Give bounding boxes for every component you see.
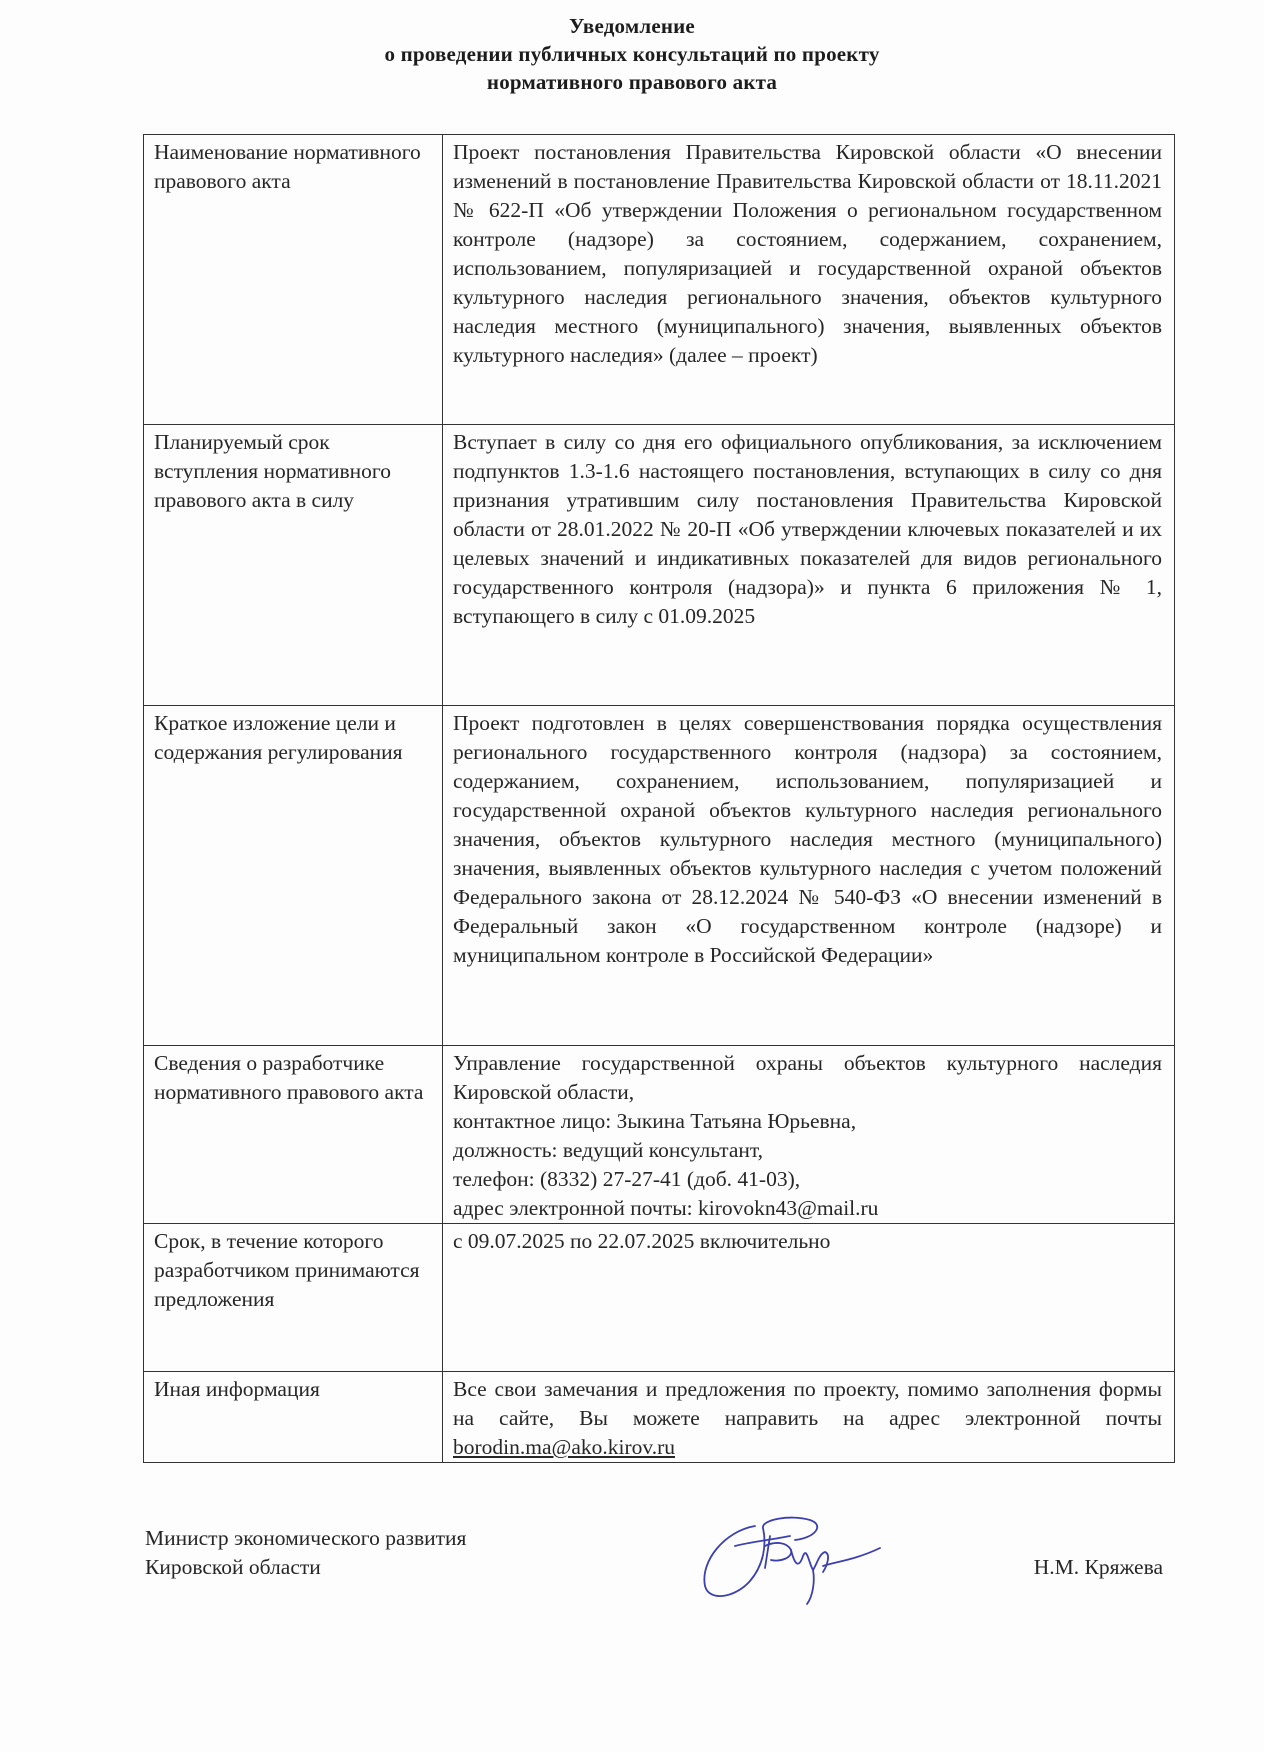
developer-phone: телефон: (8332) 27-27-41 (доб. 41-03), (453, 1167, 801, 1191)
row-label-act-name: Наименование нормативного правового акта (144, 135, 443, 425)
developer-email: адрес электронной почты: kirovokn43@mail.ru (453, 1196, 879, 1220)
signatory-position (145, 1524, 466, 1582)
handwritten-signature (695, 1506, 895, 1606)
title-line-3: нормативного правового акта (486, 70, 778, 94)
row-value-summary: Проект подготовлен в целях совершенствования порядка осуществления регионального государственного контроля (надзора) за состоянием, содержанием, сохранением, использованием, популяризацией и государственной охраной объектов культурного наследия регионального значения, объектов культурного наследия местного (муниципального) значения, выявленных объектов культурного наследия с учетом положений Федерального закона от 28.12.2024 № 540-ФЗ «О внесении изменений в Федеральный закон «О государственном контроле (надзоре) и муниципальном контроле в Российской Федерации» (443, 706, 1175, 1046)
position-line-1: Министр экономического развития (145, 1526, 467, 1550)
signatory-name: Н.М. Кряжева (1033, 1555, 1163, 1579)
table-row (144, 1046, 1175, 1224)
developer-contact: контактное лицо: Зыкина Татьяна Юрьевна, (453, 1109, 857, 1133)
row-value-other-info (443, 1372, 1175, 1463)
info-table (143, 134, 1175, 1463)
table-row (144, 706, 1175, 1046)
table-row (144, 425, 1175, 706)
row-label-effective-date: Планируемый срок вступления нормативного правового акта в силу (144, 425, 443, 706)
row-label-summary: Краткое изложение цели и содержания регулирования (144, 706, 443, 1046)
row-value-effective-date: Вступает в силу со дня его официального опубликования, за исключением подпунктов 1.3-1.6 настоящего постановления, вступающих в силу со дня признания утратившим силу постановления Правительства Кировской области от 28.01.2022 № 20-П «Об утверждении ключевых показателей и их целевых значений и индикативных показателей для видов регионального государственного контроля (надзора)» и пункта 6 приложения № 1, вступающего в силу с 01.09.2025 (443, 425, 1175, 706)
developer-position: должность: ведущий консультант, (453, 1138, 764, 1162)
other-info-text: Все свои замечания и предложения по проекту, помимо заполнения формы на сайте, Вы можете направить на адрес электронной почты (453, 1377, 1162, 1430)
table-row (144, 135, 1175, 425)
title-line-1: Уведомление (569, 14, 695, 38)
feedback-email-link[interactable]: borodin.ma@ako.kirov.ru (453, 1435, 676, 1459)
table-row (144, 1372, 1175, 1463)
row-value-act-name: Проект постановления Правительства Кировской области «О внесении изменений в постановление Правительства Кировской области от 18.11.2021 № 622-П «Об утверждении Положения о региональном государственном контроле (надзоре) за состоянием, содержанием, сохранением, использованием, популяризацией и государственной охраной объектов культурного наследия регионального значения, объектов культурного наследия местного (муниципального) значения, выявленных объектов культурного наследия» (далее – проект) (443, 135, 1175, 425)
row-label-other-info: Иная информация (144, 1372, 443, 1463)
document-title (0, 12, 1264, 96)
title-line-2: о проведении публичных консультаций по проекту (384, 42, 880, 66)
developer-org: Управление государственной охраны объектов культурного наследия Кировской области, (453, 1051, 1162, 1104)
row-label-developer: Сведения о разработчике нормативного правового акта (144, 1046, 443, 1224)
row-label-deadline: Срок, в течение которого разработчиком принимаются предложения (144, 1224, 443, 1372)
row-value-developer (443, 1046, 1175, 1224)
table-row (144, 1224, 1175, 1372)
row-value-deadline: с 09.07.2025 по 22.07.2025 включительно (443, 1224, 1175, 1372)
position-line-2: Кировской области (145, 1555, 321, 1579)
